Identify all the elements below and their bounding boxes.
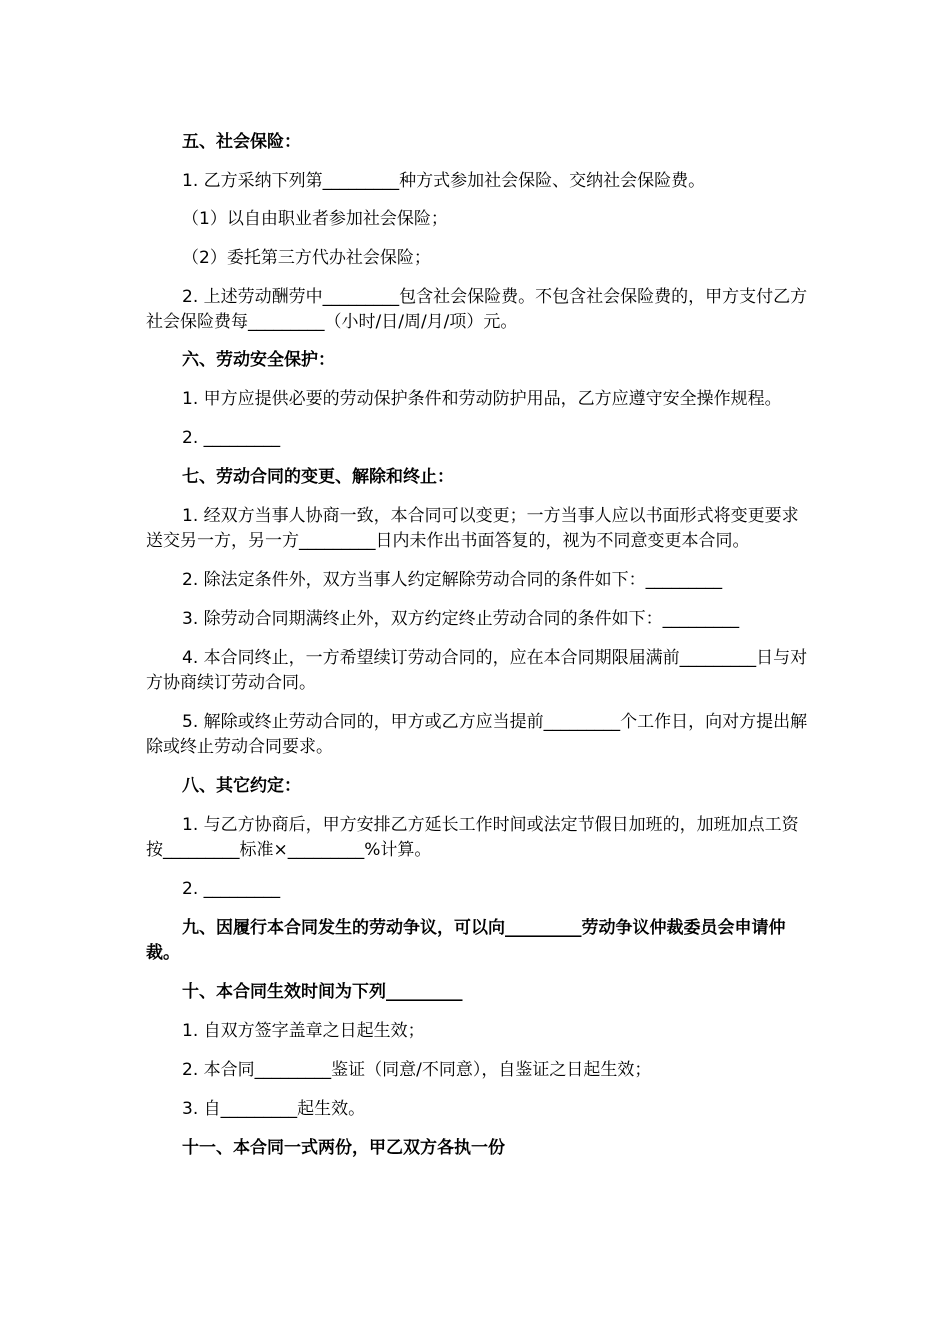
paragraph: 3. 自_________起生效。 [182, 1099, 366, 1119]
paragraph: 1. 自双方签字盖章之日起生效； [182, 1021, 425, 1041]
paragraph: 1. 与乙方协商后，甲方安排乙方延长工作时间或法定节假日加班的，加班加点工资按_________标准×_________%计算。 [146, 815, 799, 860]
paragraph: 2. 除法定条件外，双方当事人约定解除劳动合同的条件如下：_________ [182, 570, 723, 590]
paragraph: 3. 除劳动合同期满终止外，双方约定终止劳动合同的条件如下：_________ [182, 609, 740, 629]
section-heading: 九、因履行本合同发生的劳动争议，可以向_________劳动争议仲裁委员会申请仲裁。 [146, 918, 786, 963]
paragraph: 5. 解除或终止劳动合同的，甲方或乙方应当提前_________个工作日，向对方提出解除或终止劳动合同要求。 [146, 712, 808, 757]
section-heading: 五、社会保险： [182, 132, 301, 152]
paragraph: 2. 上述劳动酬劳中_________包含社会保险费。不包含社会保险费的，甲方支付乙方社会保险费每_________（小时/日/周/月/项）元。 [146, 287, 808, 332]
paragraph: 4. 本合同终止，一方希望续订劳动合同的，应在本合同期限届满前_________日与对方协商续订劳动合同。 [146, 648, 808, 693]
paragraph: 2. 本合同_________鉴证（同意/不同意），自鉴证之日起生效； [182, 1060, 652, 1080]
paragraph: 2. _________ [182, 879, 281, 899]
paragraph: 2. _________ [182, 428, 281, 448]
paragraph: （2）委托第三方代办社会保险； [182, 248, 431, 268]
section-heading: 七、劳动合同的变更、解除和终止： [182, 467, 454, 487]
document-body [146, 122, 808, 1161]
section-heading: 八、其它约定： [182, 776, 301, 796]
paragraph: 1. 乙方采纳下列第_________种方式参加社会保险、交纳社会保险费。 [182, 171, 706, 191]
paragraph: （1）以自由职业者参加社会保险； [182, 209, 448, 229]
section-heading: 十、本合同生效时间为下列_________ [182, 982, 463, 1002]
section-heading: 十一、本合同一式两份，甲乙双方各执一份 [182, 1138, 505, 1158]
paragraph: 1. 甲方应提供必要的劳动保护条件和劳动防护用品，乙方应遵守安全操作规程。 [182, 389, 782, 409]
section-heading: 六、劳动安全保护： [182, 350, 335, 370]
paragraph: 1. 经双方当事人协商一致，本合同可以变更；一方当事人应以书面形式将变更要求送交另一方，另一方_________日内未作出书面答复的，视为不同意变更本合同。 [146, 506, 799, 551]
